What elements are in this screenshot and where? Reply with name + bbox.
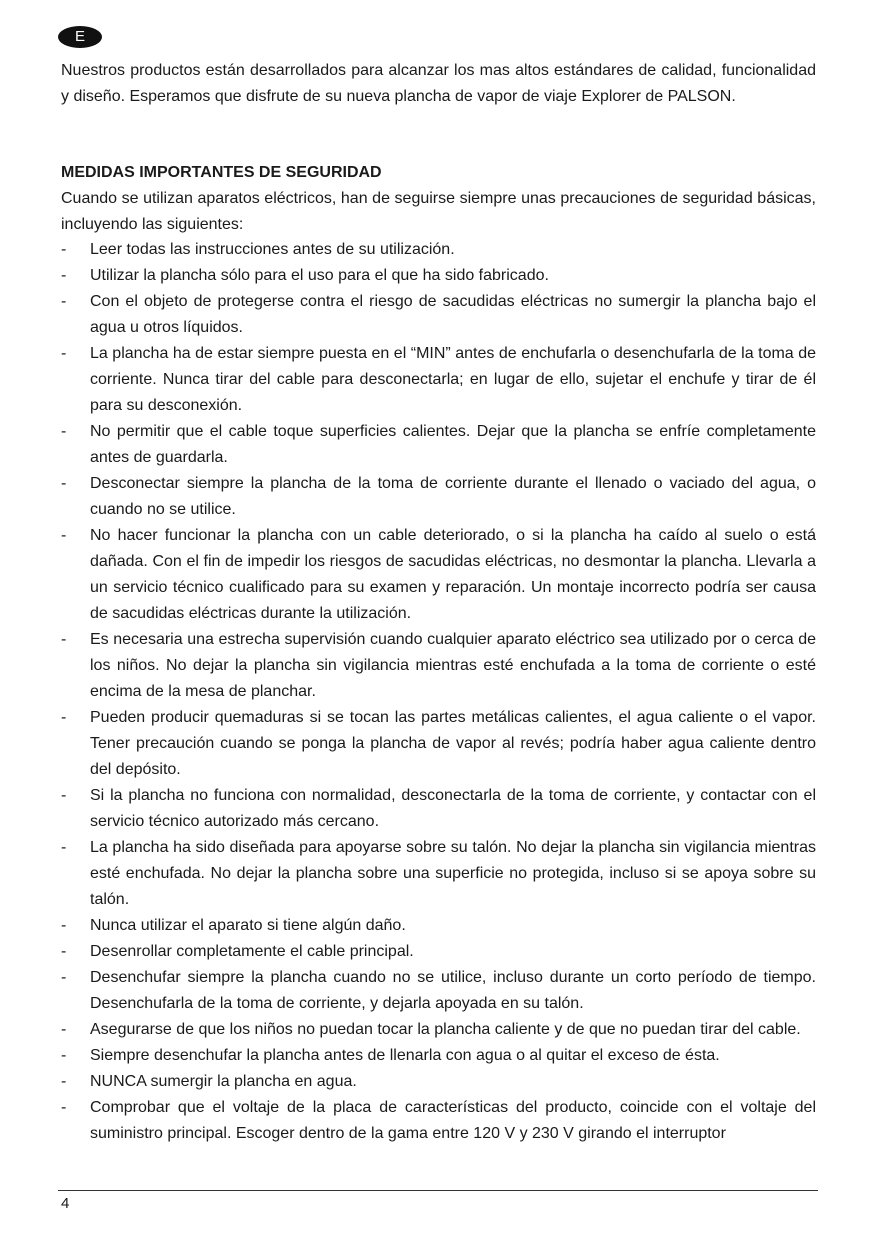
safety-rule-item [61,783,816,835]
safety-rule-item [61,627,816,705]
safety-rule-item [61,835,816,913]
bullet-dash: - [61,787,67,804]
bullet-dash: - [61,709,67,726]
safety-rule-item [61,419,816,471]
safety-rule-item [61,1043,816,1069]
safety-rule-text: No hacer funcionar la plancha con un cable deteriorado, o si la plancha ha caído al suelo o está dañada. Con el fin de impedir los riesgos de sacudidas eléctricas, no desmontar la plancha. Llevarla a un servicio técnico cualificado para su examen y reparación. Un montaje incorrecto podría ser causa de sacudidas eléctricas durante la utilización. [90,527,816,622]
safety-rule-item [61,965,816,1017]
safety-rule-text: Comprobar que el voltaje de la placa de características del producto, coincide con el voltaje del suministro principal. Escoger dentro de la gama entre 120 V y 230 V girando el interruptor [90,1099,816,1142]
safety-rule-text: Nunca utilizar el aparato si tiene algún daño. [90,917,406,934]
safety-rule-text: Desconectar siempre la plancha de la toma de corriente durante el llenado o vaciado del agua, o cuando no se utilice. [90,475,816,518]
safety-rule-item [61,341,816,419]
safety-rule-text: La plancha ha de estar siempre puesta en el “MIN” antes de enchufarla o desenchufarla de la toma de corriente. Nunca tirar del cable para desconectarla; en lugar de ello, sujetar el enchufe y tirar de él para su desconexión. [90,345,816,414]
section-title: MEDIDAS IMPORTANTES DE SEGURIDAD [61,164,382,181]
bullet-dash: - [61,1073,67,1090]
safety-rule-text: NUNCA sumergir la plancha en agua. [90,1073,357,1090]
lead-paragraph: Cuando se utilizan aparatos eléctricos, han de seguirse siempre unas precauciones de seguridad básicas, incluyendo las siguientes: [61,190,816,233]
safety-rule-text: No permitir que el cable toque superficies calientes. Dejar que la plancha se enfríe completamente antes de guardarla. [90,423,816,466]
bullet-dash: - [61,1021,67,1038]
safety-rule-item [61,237,816,263]
safety-rule-item [61,1095,816,1147]
safety-rule-text: La plancha ha sido diseñada para apoyarse sobre su talón. No dejar la plancha sin vigilancia mientras esté enchufada. No dejar la plancha sobre una superficie no protegida, incluso si se apoya sobre su talón. [90,839,816,908]
bullet-dash: - [61,423,67,440]
bullet-dash: - [61,345,67,362]
safety-rule-item [61,1069,816,1095]
bullet-dash: - [61,917,67,934]
safety-rule-text: Asegurarse de que los niños no puedan tocar la plancha caliente y de que no puedan tirar del cable. [90,1021,801,1038]
language-badge: E [58,26,102,48]
bullet-dash: - [61,267,67,284]
safety-rule-text: Pueden producir quemaduras si se tocan las partes metálicas calientes, el agua caliente o el vapor. Tener precaución cuando se ponga la plancha de vapor al revés; podría haber agua caliente dentro del depósito. [90,709,816,778]
bullet-dash: - [61,631,67,648]
bullet-dash: - [61,527,67,544]
safety-rule-text: Siempre desenchufar la plancha antes de llenarla con agua o al quitar el exceso de ésta. [90,1047,720,1064]
safety-rule-text: Con el objeto de protegerse contra el riesgo de sacudidas eléctricas no sumergir la plancha bajo el agua u otros líquidos. [90,293,816,336]
bullet-dash: - [61,943,67,960]
safety-rule-item [61,705,816,783]
safety-rule-item [61,1017,816,1043]
safety-rule-item [61,289,816,341]
safety-rule-item [61,939,816,965]
safety-rule-text: Utilizar la plancha sólo para el uso para el que ha sido fabricado. [90,267,549,284]
safety-rule-item [61,523,816,627]
intro-paragraph: Nuestros productos están desarrollados para alcanzar los mas altos estándares de calidad, funcionalidad y diseño. Esperamos que disfrute de su nueva plancha de vapor de viaje Explorer de PALSON. [61,62,816,105]
safety-rule-text: Es necesaria una estrecha supervisión cuando cualquier aparato eléctrico sea utilizado por o cerca de los niños. No dejar la plancha sin vigilancia mientras esté enchufada a la toma de corriente o esté encima de la mesa de planchar. [90,631,816,700]
safety-rule-item [61,471,816,523]
bullet-dash: - [61,241,67,258]
bullet-dash: - [61,475,67,492]
bullet-dash: - [61,1099,67,1116]
safety-rule-text: Desenchufar siempre la plancha cuando no se utilice, incluso durante un corto período de tiempo. Desenchufarla de la toma de corriente, y dejarla apoyada en su talón. [90,969,816,1012]
safety-rule-text: Desenrollar completamente el cable principal. [90,943,414,960]
safety-rules-list [61,237,816,1147]
safety-rule-item [61,913,816,939]
bullet-dash: - [61,1047,67,1064]
footer-divider [58,1190,818,1191]
bullet-dash: - [61,969,67,986]
safety-rule-text: Si la plancha no funciona con normalidad, desconectarla de la toma de corriente, y contactar con el servicio técnico autorizado más cercano. [90,787,816,830]
bullet-dash: - [61,839,67,856]
safety-rule-text: Leer todas las instrucciones antes de su utilización. [90,241,455,258]
bullet-dash: - [61,293,67,310]
page-number: 4 [61,1195,70,1212]
safety-rule-item [61,263,816,289]
